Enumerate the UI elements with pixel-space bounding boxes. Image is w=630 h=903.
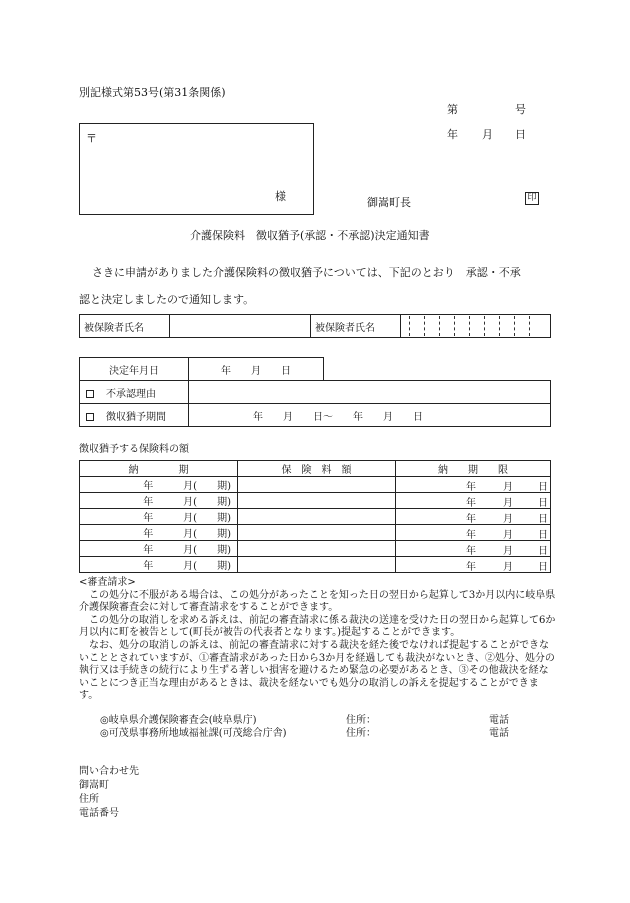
row-deadline-part: 日 (538, 546, 548, 557)
row-deadline-part: 月 (503, 498, 513, 509)
decision-blank (324, 358, 551, 381)
row-deadline-part: 日 (538, 514, 548, 525)
row-deadline[interactable] (396, 477, 551, 493)
seal-mark: 印 (525, 192, 539, 205)
notes-paragraph-3: なお、処分の取消しの訴えは、前記の審査請求に対する裁決を経た後でなければ提起することができないこととされていますが、①審査請求があった日から3か月を経過しても裁決がないとき、②処分、処分の執行又は手続きの続行により生ずる著しい損害を避けるため緊急の必要があるとき、③その他裁決を経ないことにつき正当な理由があるときは、裁決を経ないでも処分の取消しの訴えを提起することができます。 (79, 639, 555, 702)
row-deadline-part: 年 (466, 514, 476, 525)
row-deadline-part: 日 (538, 562, 548, 573)
notes-heading: <審査請求> (79, 577, 136, 588)
row-amount[interactable] (238, 509, 396, 525)
reason-cell (80, 381, 189, 404)
row-deadline-part: 日 (538, 482, 548, 493)
payment-row (80, 525, 551, 541)
row-period[interactable]: 年 月( 期) (80, 509, 238, 525)
row-deadline-part: 年 (466, 530, 476, 541)
row-deadline-part: 月 (503, 546, 513, 557)
payment-heading: 徴収猶予する保険料の額 (79, 444, 189, 455)
row-deadline-part: 年 (466, 498, 476, 509)
row-deadline-part: 年 (466, 562, 476, 573)
contact-tel-1: 電話 (489, 715, 509, 726)
payment-row (80, 557, 551, 573)
row-period[interactable]: 年 月( 期) (80, 525, 238, 541)
date-year: 年 (447, 128, 458, 141)
inquiry-heading: 問い合わせ先 (79, 766, 139, 777)
row-deadline-part: 年 (466, 482, 476, 493)
reason-checkbox[interactable] (86, 390, 94, 398)
row-period[interactable]: 年 月( 期) (80, 493, 238, 509)
row-deadline-part: 日 (538, 498, 548, 509)
document-title: 介護保険料 徴収猶予(承認・不承認)決定通知書 (190, 229, 430, 242)
payment-row (80, 509, 551, 525)
payment-table (79, 460, 551, 573)
name-field-2[interactable] (401, 315, 551, 338)
row-deadline[interactable] (396, 541, 551, 557)
decision-date-label: 決定年月日 (80, 358, 189, 381)
contact-org-2: ◎可茂県事務所地域福祉課(可茂総合庁舎) (100, 728, 287, 739)
number-go: 号 (515, 103, 526, 116)
period-value[interactable]: 年 月 日～ 年 月 日 (189, 404, 551, 427)
row-amount[interactable] (238, 477, 396, 493)
date-day: 日 (515, 128, 526, 141)
inquiry-phone: 電話番号 (79, 808, 119, 819)
payment-row (80, 477, 551, 493)
contact-org-1: ◎岐阜県介護保険審査会(岐阜県庁) (100, 715, 257, 726)
row-amount[interactable] (238, 541, 396, 557)
name-table (79, 314, 551, 338)
address-box (79, 123, 314, 215)
row-amount[interactable] (238, 557, 396, 573)
period-label: 徴収猶予期間 (106, 411, 166, 423)
number-dai: 第 (447, 103, 458, 116)
row-period[interactable]: 年 月( 期) (80, 557, 238, 573)
notes-paragraph-2: この処分の取消しを求める訴えは、前記の審査請求に係る裁決の送達を受けた日の翌日から起算して6か月以内に町を被告として(町長が被告の代表者となります。)提起することができます。 (79, 614, 556, 639)
row-deadline-part: 月 (503, 530, 513, 541)
reason-label: 不承認理由 (106, 388, 156, 400)
payment-rows (80, 477, 551, 573)
payment-row (80, 541, 551, 557)
postal-mark: 〒 (86, 132, 97, 145)
row-deadline[interactable] (396, 493, 551, 509)
notes-paragraph-1: この処分に不服がある場合は、この処分があったことを知った日の翌日から起算して3か月以内に岐阜県介護保険審査会に対して審査請求をすることができます。 (79, 589, 556, 614)
row-period[interactable]: 年 月( 期) (80, 541, 238, 557)
header-deadline: 納 期 限 (396, 461, 551, 477)
contact-addr-1: 住所： (346, 715, 376, 726)
period-checkbox[interactable] (86, 413, 94, 421)
header-amount: 保 険 料 額 (238, 461, 396, 477)
period-cell (80, 404, 189, 427)
issuer-name: 御嵩町長 (367, 196, 411, 209)
decision-table (79, 357, 551, 427)
row-deadline[interactable] (396, 557, 551, 573)
appeal-notes (79, 577, 557, 703)
intro-line-1: さきに申請がありました介護保険料の徴収猶予については、下記のとおり 承認・不承 (92, 266, 521, 279)
row-deadline[interactable] (396, 509, 551, 525)
contact-tel-2: 電話 (489, 728, 509, 739)
row-deadline[interactable] (396, 525, 551, 541)
row-amount[interactable] (238, 493, 396, 509)
decision-date-value[interactable]: 年 月 日 (189, 358, 324, 381)
form-id: 別記様式第53号(第31条関係) (79, 86, 226, 99)
row-deadline-part: 年 (466, 546, 476, 557)
inquiry-address: 住所 (79, 794, 99, 805)
payment-row (80, 493, 551, 509)
row-amount[interactable] (238, 525, 396, 541)
name-label-1: 被保険者氏名 (80, 315, 170, 338)
header-period: 納 期 (80, 461, 238, 477)
name-label-2: 被保険者氏名 (311, 315, 401, 338)
intro-line-2: 認と決定しましたので通知します。 (79, 293, 255, 306)
name-field-1[interactable] (170, 315, 311, 338)
inquiry-town: 御嵩町 (79, 780, 109, 791)
row-period[interactable]: 年 月( 期) (80, 477, 238, 493)
reason-field[interactable] (189, 381, 551, 404)
date-month: 月 (482, 128, 493, 141)
row-deadline-part: 月 (503, 514, 513, 525)
row-deadline-part: 月 (503, 482, 513, 493)
honorific-sama: 様 (275, 190, 286, 203)
row-deadline-part: 月 (503, 562, 513, 573)
contact-addr-2: 住所： (346, 728, 376, 739)
row-deadline-part: 日 (538, 530, 548, 541)
